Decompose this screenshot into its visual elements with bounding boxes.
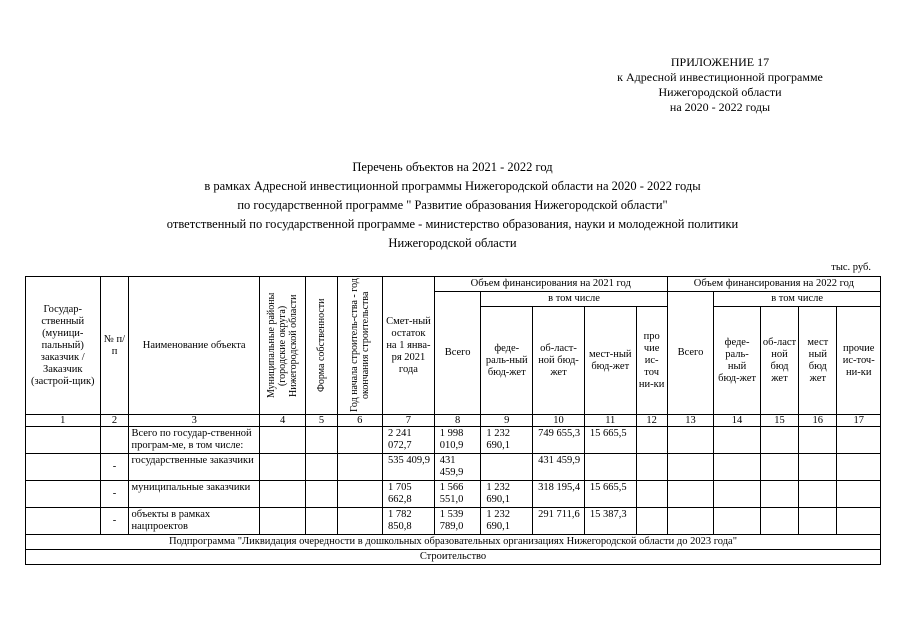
header-federal-2021: феде-раль-ный бюд-жет [481,307,533,415]
cell-regional-2022 [760,427,798,454]
cell-federal-2022 [714,508,761,535]
appendix-line: к Адресной инвестиционной программе [617,70,823,84]
cell-name: муниципальные заказчики [129,481,259,508]
col-number: 7 [383,415,435,427]
col-number: 12 [636,415,667,427]
col-number: 2 [100,415,129,427]
cell-dash: - [100,481,129,508]
title-line: ответственный по государственной программе - министерство образования, науки и молодежной политики [166,217,739,231]
cell-ownership [306,454,337,481]
cell-balance: 1 705 662,8 [383,481,435,508]
cell-local-2022 [799,481,837,508]
title-line: в рамках Адресной инвестиционной программы Нижегородской области на 2020 - 2022 годы [204,179,701,193]
cell-years [337,481,383,508]
cell-years [337,427,383,454]
cell-name: Всего по государ-ственной програм-ме, в том числе: [129,427,259,454]
cell-name: государственные заказчики [129,454,259,481]
cell-total-2022 [667,454,714,481]
header-ownership [306,277,337,415]
cell-regional-2021: 749 655,3 [533,427,585,454]
header-total-2021: Всего [434,292,481,415]
appendix-line: Нижегородской области [658,85,782,99]
document-title [40,158,865,253]
header-ownership-text: Форма собственности [315,298,327,393]
cell-ownership [306,427,337,454]
header-local-2022: мест ный бюд жет [799,307,837,415]
header-local-2021: мест-ный бюд-жет [584,307,636,415]
cell-regional-2021: 318 195,4 [533,481,585,508]
header-years-text: Год начала строитель-ства - год окончания строительства [348,278,371,413]
cell-total-2021: 431 459,9 [434,454,481,481]
header-fin-2022: Объем финансирования на 2022 год [667,277,880,292]
header-regional-2022: об-ласт ной бюд жет [760,307,798,415]
col-number: 14 [714,415,761,427]
cell-district [259,508,306,535]
header-regional-2021: об-ласт-ной бюд-жет [533,307,585,415]
cell-district [259,481,306,508]
col-number: 9 [481,415,533,427]
cell-ownership [306,481,337,508]
col-number: 4 [259,415,306,427]
table-row [26,454,881,481]
column-numbers-row [26,415,881,427]
cell-customer [26,454,101,481]
cell-federal-2022 [714,481,761,508]
cell-regional-2021: 291 711,6 [533,508,585,535]
header-other-2022: прочие ис-точ-ни-ки [837,307,881,415]
cell-local-2022 [799,427,837,454]
section-title: Строительство [26,550,881,565]
appendix-line: на 2020 - 2022 годы [669,100,771,114]
cell-district [259,427,306,454]
subprogram-row [26,535,881,550]
header-name: Наименование объекта [129,277,259,415]
col-number: 16 [799,415,837,427]
cell-local-2021: 15 665,5 [584,427,636,454]
header-customer: Государ-ственный (муници-пальный) заказчик / Заказчик (застрой-щик) [26,277,101,415]
cell-balance: 2 241 072,7 [383,427,435,454]
table-row [26,508,881,535]
cell-ownership [306,508,337,535]
col-number: 6 [337,415,383,427]
cell-federal-2022 [714,427,761,454]
cell-customer [26,508,101,535]
col-number: 5 [306,415,337,427]
cell-regional-2022 [760,481,798,508]
header-including-2021: в том числе [481,292,667,307]
appendix-header [570,55,870,115]
cell-federal-2021 [481,454,533,481]
cell-federal-2021: 1 232 690,1 [481,481,533,508]
col-number: 10 [533,415,585,427]
cell-dash [100,427,129,454]
col-number: 17 [837,415,881,427]
cell-dash: - [100,508,129,535]
cell-customer [26,427,101,454]
cell-total-2022 [667,427,714,454]
title-line: по государственной программе " Развитие образования Нижегородской области" [237,198,668,212]
cell-balance: 1 782 850,8 [383,508,435,535]
col-number: 1 [26,415,101,427]
table-row [26,481,881,508]
cell-federal-2021: 1 232 690,1 [481,427,533,454]
header-including-2022: в том числе [714,292,881,307]
cell-regional-2022 [760,454,798,481]
header-balance: Смет-ный остаток на 1 янва-ря 2021 года [383,277,435,415]
cell-other-2022 [837,454,881,481]
cell-other-2021 [636,454,667,481]
cell-customer [26,481,101,508]
cell-local-2022 [799,508,837,535]
title-line: Нижегородской области [388,236,517,250]
col-number: 3 [129,415,259,427]
cell-years [337,508,383,535]
header-federal-2022: феде-раль-ный бюд-жет [714,307,761,415]
cell-federal-2022 [714,454,761,481]
cell-local-2021 [584,454,636,481]
cell-dash: - [100,454,129,481]
header-num: № п/п [100,277,129,415]
cell-federal-2021: 1 232 690,1 [481,508,533,535]
cell-district [259,454,306,481]
cell-other-2021 [636,427,667,454]
cell-total-2021: 1 539 789,0 [434,508,481,535]
header-total-2022: Всего [667,292,714,415]
col-number: 8 [434,415,481,427]
cell-total-2021: 1 566 551,0 [434,481,481,508]
section-row [26,550,881,565]
col-number: 15 [760,415,798,427]
header-fin-2021: Объем финансирования на 2021 год [434,277,667,292]
cell-other-2022 [837,481,881,508]
header-years [337,277,383,415]
header-districts [259,277,306,415]
cell-local-2022 [799,454,837,481]
subprogram-title: Подпрограмма "Ликвидация очередности в дошкольных образовательных организациях Нижегородской области до 2023 года" [26,535,881,550]
cell-total-2021: 1 998 010,9 [434,427,481,454]
cell-total-2022 [667,508,714,535]
cell-other-2022 [837,508,881,535]
col-number: 13 [667,415,714,427]
col-number: 11 [584,415,636,427]
cell-years [337,454,383,481]
cell-other-2021 [636,481,667,508]
table-row [26,427,881,454]
cell-local-2021: 15 665,5 [584,481,636,508]
cell-regional-2021: 431 459,9 [533,454,585,481]
cell-total-2022 [667,481,714,508]
title-line: Перечень объектов на 2021 - 2022 год [352,160,553,174]
cell-regional-2022 [760,508,798,535]
cell-other-2021 [636,508,667,535]
header-other-2021: про чие ис-точ ни-ки [636,307,667,415]
appendix-title: ПРИЛОЖЕНИЕ 17 [670,55,770,69]
units-label: тыс. руб. [831,262,871,273]
cell-balance: 535 409,9 [383,454,435,481]
cell-name: объекты в рамках нацпроектов [129,508,259,535]
cell-local-2021: 15 387,3 [584,508,636,535]
header-districts-text: Муниципальные районы (городские округа) Нижегородской области [266,292,300,399]
objects-table [25,276,881,565]
cell-other-2022 [837,427,881,454]
